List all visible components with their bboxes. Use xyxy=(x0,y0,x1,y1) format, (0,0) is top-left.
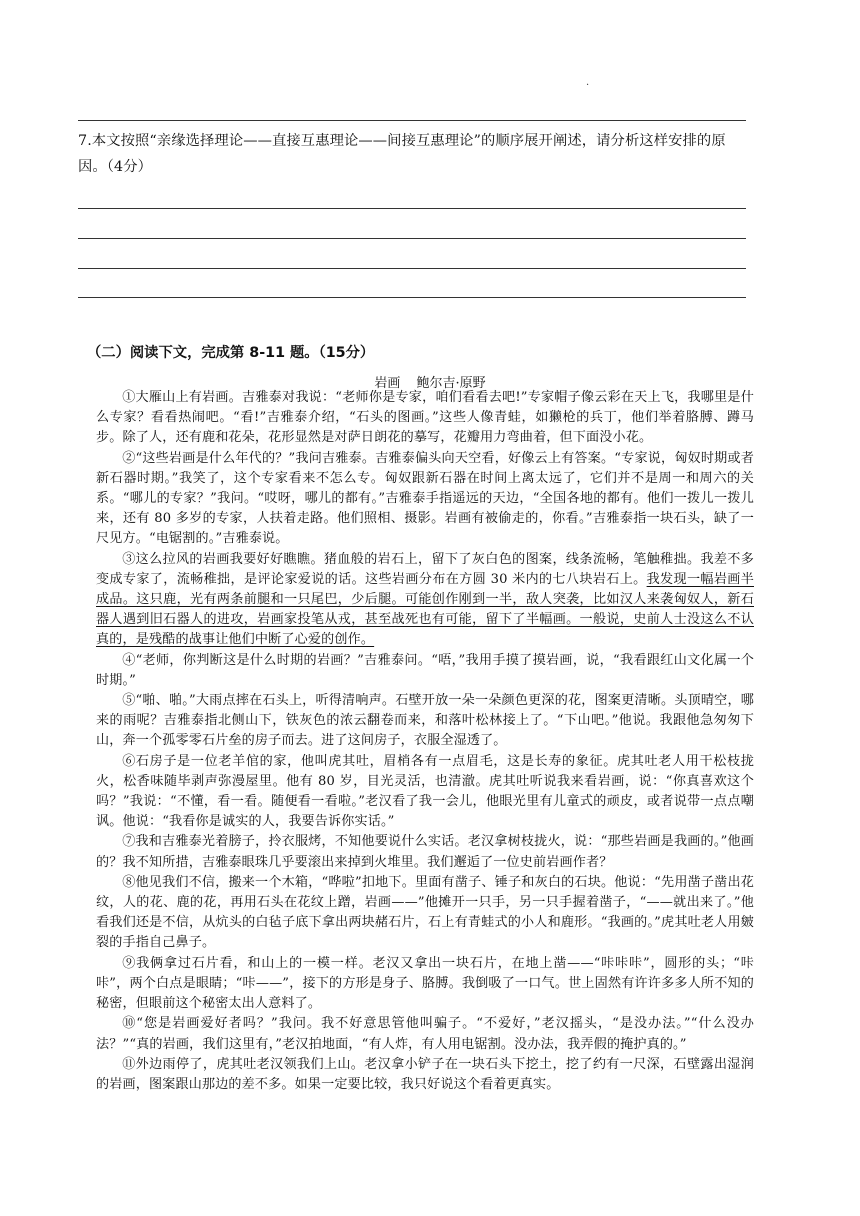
paragraph-11: ⑪外边雨停了，虎其吐老汉领我们上山。老汉拿小铲子在一块石头下挖土，挖了约有一尺深，石壁露出湿润的岩画，图案跟山那边的差不多。如果一定要比较，我只好说这个看着更真实。 xyxy=(96,1056,754,1092)
paragraph-2: ②“这些岩画是什么年代的？”我问吉雅泰。吉雅泰偏头向天空看，好像云上有答案。“专家说，匈奴时期或者新石器时期。”我笑了，这个专家看来不怎么专。匈奴跟新石器在时间上离太远了，它们并不是周一和周六的关系。“哪儿的专家？”我问。“哎呀，哪儿的都有。”吉雅泰手指遥远的天边，“全国各地的都有。他们一拨儿一拨儿来，还有 80 多岁的专家，人扶着走路。他们照相、摄影。岩画有被偷走的，你看。”吉雅泰指一块石头，缺了一尺见方。“电锯割的。”吉雅泰说。 xyxy=(96,450,754,547)
paragraph-7: ⑦我和吉雅泰光着膀子，拎衣服烤，不知他要说什么实话。老汉拿树枝拢火，说：“那些岩画是我画的。”他画的？我不知所措，吉雅泰眼珠几乎要滚出来掉到火堆里。我们邂逅了一位史前岩画作者？ xyxy=(96,834,754,870)
underlined-passage: 我发现一幅岩画半成品。这只鹿，光有两条前腿和一只尾巴，少后腿。可能创作刚到一半，敌人突袭，比如汉人来袭匈奴人，新石器人遇到旧石器人的进攻，岩画家投笔从戎，甚至战死也有可能，留下了半幅画。一般说，史前人士没这么不认真的，是残酷的战事让他们中断了心爱的创作。 xyxy=(96,571,754,648)
paragraph-10: ⑩“您是岩画爱好者吗？”我问。我不好意思管他叫骗子。“不爱好，”老汉摇头，“是没办法。”“什么没办法？”“真的岩画，我们这里有，”老汉拍地面，“有人炸，有人用电锯割。没办法，我弄假的掩护真的。” xyxy=(96,1016,754,1052)
paragraph-4: ④“老师，你判断这是什么时期的岩画？”吉雅泰问。“唔，”我用手摸了摸岩画，说，“我看跟红山文化属一个时期。” xyxy=(96,652,754,688)
paragraph-3 xyxy=(96,550,754,651)
paragraph-1: ①大雁山上有岩画。吉雅泰对我说：“老师你是专家，咱们看看去吧!”专家帽子像云彩在天上飞，我哪里是什么专家？看看热闹吧。“看!”吉雅泰介绍，“石头的图画。”这些人像青蛙，如獭枪的兵丁，他们举着胳膊、蹲马步。除了人，还有鹿和花朵，花形显然是对萨日朗花的摹写，花瓣用力弯曲着，但下面没小花。 xyxy=(96,390,754,446)
answer-line xyxy=(78,208,746,209)
article-author: 鲍尔吉·原野 xyxy=(416,376,486,391)
header-mark: · xyxy=(586,80,590,91)
answer-line xyxy=(78,297,746,298)
answer-line xyxy=(78,238,746,239)
question-7: 7.本文按照“亲缘选择理论——直接互惠理论——间接互惠理论”的顺序展开阐述，请分析这样安排的原因。（4分） xyxy=(78,133,726,175)
section-heading: （二）阅读下文，完成第 8-11 题。（15分） xyxy=(87,345,375,361)
answer-line xyxy=(78,268,746,269)
paragraph-5: ⑤“啪、啪。”大雨点摔在石头上，听得清响声。石壁开放一朵一朵颜色更深的花，图案更清晰。头顶晴空，哪来的雨呢？吉雅泰指北侧山下，铁灰色的浓云翻卷而来，和落叶松林接上了。“下山吧。”他说。我跟他急匆匆下山，奔一个孤零零石片垒的房子而去。进了这间房子，衣服全湿透了。 xyxy=(96,693,754,749)
paragraph-8: ⑧他见我们不信，搬来一个木箱，“哗啦”扣地下。里面有凿子、锤子和灰白的石块。他说：“先用凿子凿出花纹，人的花、鹿的花，再用石头在花纹上蹭，岩画——”他摊开一只手，另一只手握着凿子，“——就出来了。”他看我们还是不信，从炕头的白毡子底下拿出两块赭石片，石上有青蛙式的小人和鹿形。“我画的。”虎其吐老人用皴裂的手指自己鼻子。 xyxy=(96,874,754,951)
article-title: 岩画 xyxy=(374,376,401,391)
paragraph-3-text: ③这么拉风的岩画我要好好瞧瞧。猪血般的岩石上，留下了灰白色的图案，线条流畅，笔触稚拙。我差不多变成专家了，流畅稚拙，是评论家爱说的话。这些岩画分布在方圆 30 米内的七八块岩石上。 xyxy=(96,551,754,587)
answer-line xyxy=(78,120,746,121)
paragraph-6: ⑥石房子是一位老羊倌的家，他叫虎其吐，眉梢各有一点眉毛，这是长寿的象征。虎其吐老人用干松枝拢火，松香味随毕剥声弥漫屋里。他有 80 岁，目光灵活，也清澈。虎其吐听说我来看岩画，说：“你真喜欢这个吗？”我说：“不懂，看一看。随便看一看啦。”老汉看了我一会儿，他眼光里有儿童式的顽皮，或者说带一点点嘲讽。他说：“我看你是诚实的人，我要告诉你实话。” xyxy=(96,753,754,830)
paragraph-9: ⑨我俩拿过石片看，和山上的一模一样。老汉又拿出一块石片，在地上凿——“咔咔咔”，圆形的头；“咔咔”，两个白点是眼睛；“咔——”，接下的方形是身子、胳膊。我倒吸了一口气。世上固然有许许多多人所不知的秘密，但眼前这个秘密太出人意料了。 xyxy=(96,955,754,1012)
article-body xyxy=(96,388,754,1095)
